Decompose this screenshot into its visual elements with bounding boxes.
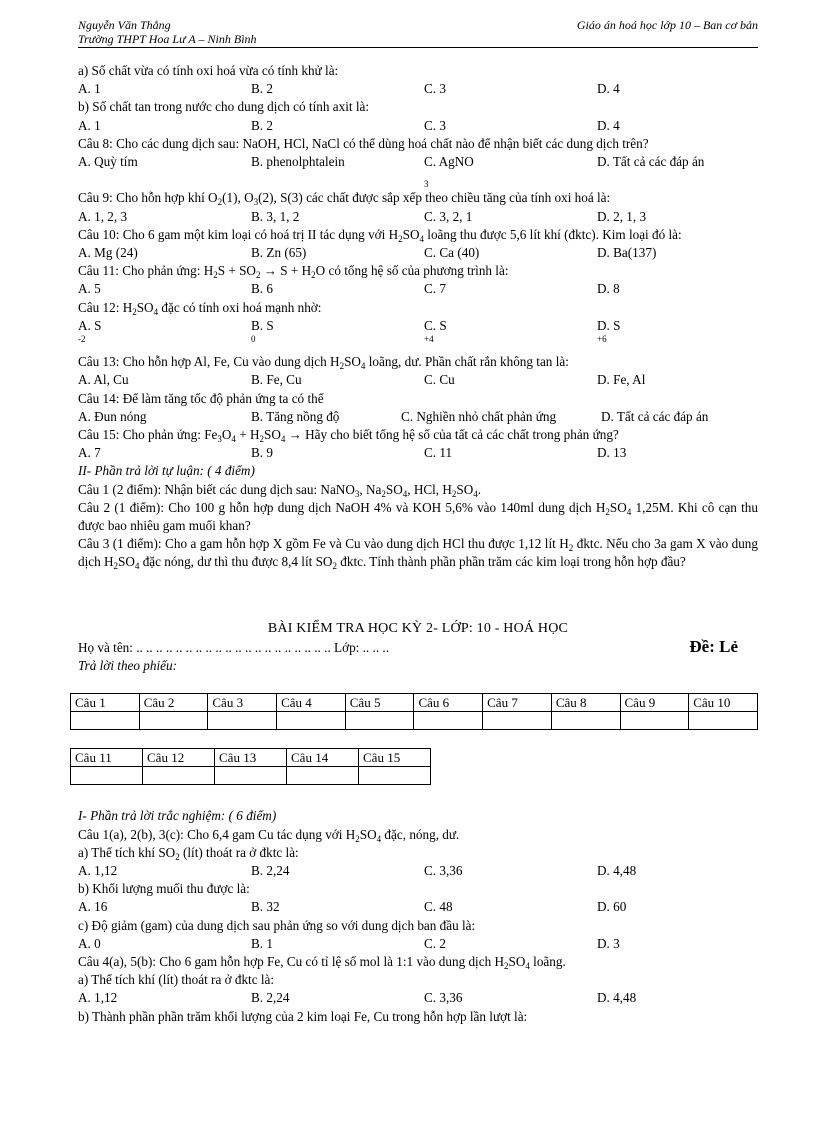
option-c: C. 2 [424,935,446,951]
option-b: B. 2 [251,81,273,97]
question-1b-options [78,898,758,916]
exam-version: Đề: Lẻ [689,636,738,656]
essay-question-1: Câu 1 (2 điểm): Nhận biết các dung dịch sau: NaNO$_3$, $Na_2SO_4$, HCl, $H_2SO_4$. [78,481,482,499]
table-cell: Câu 13 [215,749,287,767]
option-c: C. 48 [424,899,453,915]
option-a: A. 1,12 [78,990,118,1006]
table-cell: Câu 11 [71,749,143,767]
option-c: C. Ca (40) [424,245,480,261]
option-c: C. AgNO $_3$ [424,154,474,190]
option-d: D. 8 [597,281,620,297]
table-cell: Câu 5 [345,694,414,712]
question-15-options [78,444,758,462]
student-info-line [78,638,758,657]
option-b: B. phenolphtalein [251,154,345,170]
essay-question-2: Câu 2 (1 điểm): Cho 100 g hỗn hợp dung dịch NaOH 4% và KOH 5,6% vào 140ml dung dịch $H_2SO_4$ 1,25M. Khi cô cạn thu được bao nhiêu gam muối khan? [78,499,758,534]
option-a: A. Quỳ tím [78,154,138,170]
option-c: C. Cu [424,372,455,388]
option-a: A. 1,12 [78,862,118,878]
question-1-3: Câu 1(a), 2(b), 3(c): Cho 6,4 gam Cu tác dụng với $H_2SO_4$ đặc, nóng, dư. [78,826,460,844]
option-b: B. 3, 1, 2 [251,208,300,224]
answer-cell[interactable] [215,767,287,785]
question-a-options [78,80,758,98]
question-4b: b) Thành phần phần trăm khối lượng của 2 kim loại Fe, Cu trong hỗn hợp lần lượt là: [78,1008,528,1024]
author-name: Nguyễn Văn Thắng [78,18,171,32]
question-1a: a) Thể tích khí $SO_2$ (lít) thoát ra ở đktc là: [78,844,299,862]
option-d: D. 60 [597,899,627,915]
answer-note: Trả lời theo phiếu: [78,658,177,674]
option-c: C. S $^{+4}$ [424,317,447,345]
answer-row [71,712,758,730]
question-13-options [78,371,758,389]
question-12: Câu 12: $H_2SO_4$ đặc có tính oxi hoá mạnh nhờ: [78,299,322,317]
table-cell: Câu 6 [414,694,483,712]
question-13: Câu 13: Cho hỗn hợp Al, Fe, Cu vào dung dịch $H_2SO_4$ loãng, dư. Phần chất rắn không tan là: [78,354,569,372]
option-d: D. 4 [597,81,620,97]
question-a: a) Số chất vừa có tính oxi hoá vừa có tính khử là: [78,63,339,78]
option-d: D. Ba(137) [597,245,657,261]
essay-question-3: Câu 3 (1 điểm): Cho a gam hỗn hợp X gồm Fe và Cu vào dung dịch HCl thu được 1,12 lít $H_2$ đktc. Nếu cho 3a gam X vào dung dịch $H_2SO_4$ đặc nóng, dư thì thu được 8,4 lít $SO_2$ đktc. Tính thành phần phần trăm các kim loại trong hỗn hợp đầu? [78,536,758,572]
option-b: B. Tăng nồng độ [251,408,340,424]
answer-row [71,767,431,785]
option-b: B. S $^0$ [251,317,274,345]
answer-cell[interactable] [345,712,414,730]
table-cell: Câu 3 [208,694,277,712]
option-d: D. Tất cả các đáp án [597,154,705,170]
option-a: A. 16 [78,899,108,915]
question-10: Câu 10: Cho 6 gam một kim loại có hoá trị II tác dụng với $H_2SO_4$ loãng thu được 5,6 lít khí (đktc). Kim loại đó là: [78,226,682,244]
question-9-options [78,208,758,226]
school-name: Trường THPT Hoa Lư A – Ninh Bình [78,32,257,46]
answer-cell[interactable] [551,712,620,730]
table-header-row [71,749,431,767]
table-header-row [71,694,758,712]
table-cell: Câu 1 [71,694,140,712]
table-cell: Câu 10 [689,694,758,712]
option-d: D. Tất cả các đáp án [601,408,709,424]
question-14: Câu 14: Để làm tăng tốc độ phản ứng ta có thể [78,390,324,406]
option-c: C. 7 [424,281,446,297]
answer-cell[interactable] [359,767,431,785]
option-a: A. 1, 2, 3 [78,208,128,224]
answer-cell[interactable] [71,712,140,730]
option-a: A. 0 [78,935,101,951]
answer-cell[interactable] [414,712,483,730]
answer-cell[interactable] [71,767,143,785]
option-a: A. 1 [78,117,101,133]
question-10-options [78,244,758,262]
table-cell: Câu 4 [277,694,346,712]
table-cell: Câu 12 [143,749,215,767]
option-b: B. 2 [251,117,273,133]
doc-title: Giáo án hoá học lớp 10 – Ban cơ bản [576,18,758,32]
option-b: B. Fe, Cu [251,372,302,388]
table-cell: Câu 9 [620,694,689,712]
question-b: b) Số chất tan trong nước cho dung dịch có tính axit là: [78,99,369,115]
question-1c: c) Độ giảm (gam) của dung dịch sau phản ứng so với dung dịch ban đầu là: [78,917,476,933]
answer-table-2 [70,748,431,785]
table-cell: Câu 15 [359,749,431,767]
option-a: A. Mg (24) [78,245,138,261]
answer-cell[interactable] [620,712,689,730]
option-b: B. 9 [251,445,273,461]
option-b: B. Zn (65) [251,245,307,261]
essay-heading: II- Phần trả lời tự luận: ( 4 điểm) [78,463,255,479]
option-d: D. 13 [597,445,627,461]
question-8-options [78,153,758,189]
option-a: A. Đun nóng [78,408,147,424]
question-4a-options [78,989,758,1007]
option-a: A. 7 [78,445,101,461]
option-d: D. 3 [597,935,620,951]
option-c: C. 3,36 [424,862,463,878]
option-d: D. Fe, Al [597,372,646,388]
option-d: D. 4 [597,117,620,133]
option-c: C. Nghiền nhỏ chất phản ứng [401,408,557,424]
option-a: A. S $^{-2}$ [78,317,102,345]
option-d: D. 2, 1, 3 [597,208,647,224]
answer-cell[interactable] [483,712,552,730]
question-14-options [78,408,758,426]
option-b: B. 1 [251,935,273,951]
option-d: D. 4,48 [597,990,637,1006]
question-4-5: Câu 4(a), 5(b): Cho 6 gam hỗn hợp Fe, Cu có tỉ lệ số mol là 1:1 vào dung dịch $H_2SO_4$ loãng. [78,953,566,971]
table-cell: Câu 7 [483,694,552,712]
name-class-field: Họ và tên: .. .. .. .. .. .. .. .. .. .. .. .. .. .. .. .. .. .. .. .. Lớp: .. .. .. [78,639,390,655]
table-cell: Câu 8 [551,694,620,712]
option-a: A. 1 [78,81,101,97]
answer-cell[interactable] [689,712,758,730]
answer-cell[interactable] [143,767,215,785]
answer-cell[interactable] [208,712,277,730]
page-header [78,18,758,32]
question-1a-options [78,862,758,880]
question-9: Câu 9: Cho hỗn hợp khí $O_2(1)$, $O_3(2)$, S(3) các chất được sắp xếp theo chiều tăng của tính oxi hoá là: [78,190,611,208]
document-page [75,18,758,1026]
option-a: A. 5 [78,281,101,297]
mcq-heading: I- Phần trả lời trắc nghiệm: ( 6 điểm) [78,808,277,824]
option-b: B. 2,24 [251,990,290,1006]
option-b: B. 6 [251,281,273,297]
exam-title: BÀI KIỂM TRA HỌC KỲ 2- LỚP: 10 - HOÁ HỌC [267,620,569,636]
answer-table-1 [70,693,758,730]
answer-cell[interactable] [139,712,208,730]
question-11: Câu 11: Cho phản ứng: $H_2S + SO_2 \to S + H_2O$ có tổng hệ số của phương trình là: [78,263,509,281]
table-cell: Câu 2 [139,694,208,712]
option-c: C. 3 [424,81,446,97]
question-1b: b) Khối lượng muối thu được là: [78,881,250,897]
question-11-options [78,280,758,298]
table-cell: Câu 14 [287,749,359,767]
option-c: C. 3,36 [424,990,463,1006]
question-15: Câu 15: Cho phản ứng: $Fe_3O_4 + H_2SO_4$ → Hãy cho biết tổng hệ số của tất cả các chất trong phản ứng? [78,427,619,445]
question-12-options [78,317,758,353]
option-d: D. S $^{+6}$ [597,317,621,345]
option-b: B. 32 [251,899,280,915]
question-8: Câu 8: Cho các dung dịch sau: NaOH, HCl, NaCl có thể dùng hoá chất nào để nhận biết các dung dịch trên? [78,135,649,151]
option-b: B. 2,24 [251,862,290,878]
answer-cell[interactable] [287,767,359,785]
question-4a: a) Thể tích khí (lít) thoát ra ở đktc là: [78,972,275,988]
option-a: A. Al, Cu [78,372,129,388]
option-d: D. 4,48 [597,862,637,878]
page-header-school [78,32,758,46]
answer-cell[interactable] [277,712,346,730]
option-c: C. 11 [424,445,453,461]
question-b-options [78,117,758,135]
option-c: C. 3, 2, 1 [424,208,473,224]
question-1c-options [78,935,758,953]
option-c: C. 3 [424,117,446,133]
